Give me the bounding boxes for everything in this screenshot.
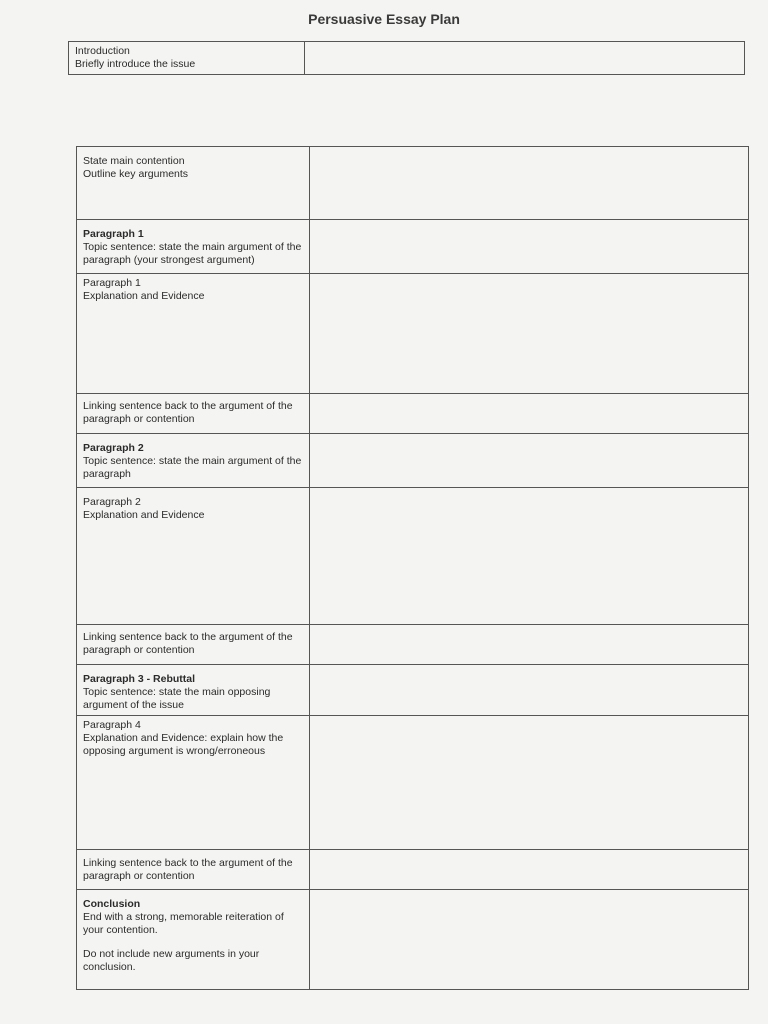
p4-explain-label-cell — [77, 716, 310, 850]
conclusion-text: End with a strong, memorable reiteration of your contention. — [83, 911, 284, 936]
contention-line-2: Outline key arguments — [83, 168, 189, 180]
contention-answer-field[interactable] — [310, 147, 749, 220]
introduction-heading: Introduction — [75, 45, 130, 57]
p3-topic-text: Topic sentence: state the main opposing argument of the issue — [83, 686, 271, 711]
p1-link-answer-field[interactable] — [310, 394, 749, 434]
p3-topic-row — [77, 665, 749, 716]
p2-explain-text: Explanation and Evidence — [83, 509, 205, 521]
conclusion-note: Do not include new arguments in your conclusion. — [83, 948, 260, 973]
conclusion-label-cell — [77, 890, 310, 990]
introduction-answer-field[interactable] — [305, 42, 745, 75]
p4-explain-heading: Paragraph 4 — [83, 719, 141, 731]
p2-link-row — [77, 625, 749, 665]
p2-explain-label-cell — [77, 488, 310, 625]
p2-explain-answer-field[interactable] — [310, 488, 749, 625]
p1-explain-label-cell — [77, 274, 310, 394]
p2-link-answer-field[interactable] — [310, 625, 749, 665]
p4-explain-text: Explanation and Evidence: explain how the opposing argument is wrong/erroneous — [83, 732, 284, 757]
p1-link-row — [77, 394, 749, 434]
introduction-label-cell — [69, 42, 305, 75]
p1-link-label-cell — [77, 394, 310, 434]
conclusion-row — [77, 890, 749, 990]
p1-topic-label-cell — [77, 220, 310, 274]
p2-explain-heading: Paragraph 2 — [83, 496, 141, 508]
page-title: Persuasive Essay Plan — [308, 11, 460, 27]
p1-topic-row — [77, 220, 749, 274]
p1-topic-heading: Paragraph 1 — [83, 228, 144, 240]
p1-link-text: Linking sentence back to the argument of the paragraph or contention — [83, 400, 293, 425]
p3-topic-heading: Paragraph 3 - Rebuttal — [83, 673, 196, 685]
p2-topic-answer-field[interactable] — [310, 434, 749, 488]
p1-explain-answer-field[interactable] — [310, 274, 749, 394]
conclusion-answer-field[interactable] — [310, 890, 749, 990]
introduction-table — [68, 41, 745, 75]
p1-explain-text: Explanation and Evidence — [83, 290, 205, 302]
essay-plan-table — [76, 146, 749, 990]
p2-explain-row — [77, 488, 749, 625]
p2-topic-row — [77, 434, 749, 488]
p3-link-label-cell — [77, 850, 310, 890]
introduction-subtext: Briefly introduce the issue — [75, 58, 196, 70]
p2-topic-heading: Paragraph 2 — [83, 442, 144, 454]
p1-explain-row — [77, 274, 749, 394]
p3-link-text: Linking sentence back to the argument of the paragraph or contention — [83, 857, 293, 882]
p2-topic-label-cell — [77, 434, 310, 488]
contention-row — [77, 147, 749, 220]
p3-link-answer-field[interactable] — [310, 850, 749, 890]
conclusion-heading: Conclusion — [83, 898, 141, 910]
contention-label-cell — [77, 147, 310, 220]
p1-explain-heading: Paragraph 1 — [83, 277, 141, 289]
p3-link-row — [77, 850, 749, 890]
contention-line-1: State main contention — [83, 155, 185, 167]
p1-topic-text: Topic sentence: state the main argument of the paragraph (your strongest argument) — [83, 241, 302, 266]
p1-topic-answer-field[interactable] — [310, 220, 749, 274]
p3-topic-answer-field[interactable] — [310, 665, 749, 716]
p2-link-text: Linking sentence back to the argument of the paragraph or contention — [83, 631, 293, 656]
introduction-row — [69, 42, 745, 75]
p3-topic-label-cell — [77, 665, 310, 716]
p4-explain-row — [77, 716, 749, 850]
p2-topic-text: Topic sentence: state the main argument of the paragraph — [83, 455, 302, 480]
p4-explain-answer-field[interactable] — [310, 716, 749, 850]
p2-link-label-cell — [77, 625, 310, 665]
